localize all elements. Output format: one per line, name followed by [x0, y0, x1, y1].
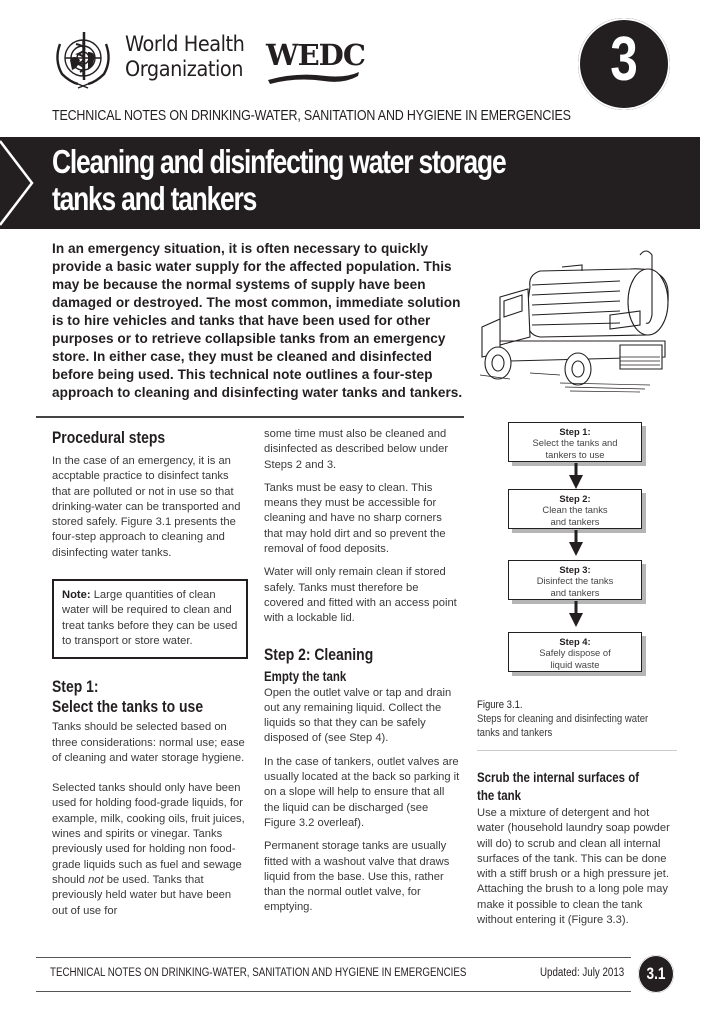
note-label: Note: — [62, 589, 91, 602]
wedc-swoosh-icon — [266, 70, 361, 84]
step-1-paragraph-3: some time must also be cleaned and disinfected as described below under Steps 2 and 3. — [264, 428, 449, 471]
column-1 — [52, 428, 248, 919]
step-1-heading — [52, 677, 248, 717]
flow-step-1-line-2: tankers to use — [545, 448, 605, 460]
step-2-paragraph-1: Open the outlet valve or tap and drain out any remaining liquid. Collect the liquids so that they can be safely disposed of (see Step 4). — [264, 686, 452, 745]
flow-step-2-line-2: and tankers — [550, 515, 600, 527]
note-number-badge — [578, 18, 670, 110]
arrow-down-icon — [569, 463, 583, 489]
scrub-heading-line-2: the tank — [477, 787, 522, 803]
scrub-body: Use a mixture of detergent and hot water (household laundry soap powder will do) to scrub and clean all internal surfaces of the tank. This can be done with a stiff brush or a high pressure jet. Attaching the brush to a long pole may make it possible to clean the tank without entering it (Figure 3.3). — [477, 807, 670, 927]
note-body: Large quantities of clean water will be required to clean and treat tanks before they can be used to transport or store water. — [62, 589, 238, 647]
step-1-paragraph-2-text-end: be used. Tanks that previously held water but have been out of use for — [52, 873, 232, 917]
flow-step-3-line-1: Disinfect the tanks — [536, 575, 614, 587]
note-box — [52, 579, 248, 659]
title-line-2: tanks and tankers — [52, 180, 257, 217]
figure-caption-title: Figure 3.1. — [477, 699, 523, 711]
series-title: TECHNICAL NOTES ON DRINKING-WATER, SANITATION AND HYGIENE IN EMERGENCIES — [52, 108, 571, 124]
step-1-heading-line-2: Select the tanks to use — [52, 697, 204, 717]
step-2-heading: Step 2: Cleaning — [264, 644, 374, 664]
flow-step-1-line-1: Select the tanks and — [532, 437, 618, 449]
step-1-paragraph-2 — [52, 781, 248, 919]
figure-caption — [477, 698, 657, 740]
flow-step-4 — [508, 632, 642, 672]
wedc-wordmark: WEDC — [266, 38, 365, 72]
flow-step-4-line-1: Safely dispose of — [539, 647, 611, 659]
flow-step-4-label: Step 4: — [559, 636, 591, 647]
arrow-down-icon — [569, 530, 583, 556]
step-1-paragraph-4: Tanks must be easy to clean. This means they must be accessible for cleaning and have no sharp corners that may hold dirt and so prevent the removal of food deposits. — [264, 481, 446, 556]
figure-caption-body: Steps for cleaning and disinfecting water tanks and tankers — [477, 713, 649, 739]
intro-divider — [36, 416, 464, 418]
who-emblem-icon — [48, 30, 118, 90]
flow-step-1-label: Step 1: — [559, 426, 591, 437]
step-1-paragraph-5: Water will only remain clean if stored safely. Tanks must therefore be covered and fitted with an access point with a lockable lid. — [264, 566, 457, 625]
figure-divider — [477, 750, 677, 751]
flow-step-2-line-1: Clean the tanks — [542, 504, 608, 516]
title-line-1: Cleaning and disinfecting water storage — [52, 143, 506, 180]
who-line-1: World Health — [125, 32, 245, 56]
step-2-paragraph-2: In the case of tankers, outlet valves are usually located at the back so parking it on a slope will help to ensure that all the liquid can be discharged (see Figure 3.2 overleaf). — [264, 755, 460, 829]
flow-step-3 — [508, 560, 642, 600]
flow-step-2-label: Step 2: — [559, 493, 591, 504]
arrow-down-icon — [569, 601, 583, 627]
flow-step-3-label: Step 3: — [559, 564, 591, 575]
procedural-steps-heading: Procedural steps — [52, 428, 166, 447]
step-2-paragraph-3: Permanent storage tanks are usually fitted with a washout valve that draws liquid from the base. Use this, rather than the normal outlet valve, for emptying. — [264, 840, 450, 914]
flow-step-4-line-2: liquid waste — [550, 658, 600, 670]
footer-divider-bottom — [36, 991, 631, 992]
water-tanker-illustration — [470, 245, 685, 395]
step-1-paragraph-2-emphasis: not — [88, 873, 104, 886]
scrub-heading-line-1: Scrub the internal surfaces of — [477, 769, 640, 785]
chevron-right-icon — [0, 137, 40, 229]
who-line-2: Organization — [125, 57, 244, 81]
footer-divider-top — [36, 957, 631, 958]
footer-updated-date: Updated: July 2013 — [540, 967, 625, 979]
step-1-heading-line-1: Step 1: — [52, 677, 99, 697]
title-band — [0, 137, 700, 229]
flow-step-1 — [508, 422, 642, 462]
wedc-logo — [266, 30, 365, 90]
procedural-steps-body: In the case of an emergency, it is an accptable practice to disinfect tanks that are polluted or not in use so that drinking-water can be transported and stored safely. Figure 3.1 presents the four-step approach to cleaning and disinfecting water tanks. — [52, 455, 241, 559]
page-title — [52, 143, 505, 217]
column-3 — [477, 768, 677, 928]
page-number: 3.1 — [646, 964, 666, 983]
empty-tank-subheading: Empty the tank — [264, 667, 347, 684]
column-2 — [264, 427, 460, 924]
step-1-paragraph-2-text: Selected tanks should only have been used for holding food-grade liquids, for example, milk, cooking oils, fruit juices, wines and spirits or vinegar. Tanks previously used for holding non food-grade liquids such as fuel and sewage should — [52, 782, 245, 886]
flow-step-2 — [508, 489, 642, 529]
footer-series-title: TECHNICAL NOTES ON DRINKING-WATER, SANITATION AND HYGIENE IN EMERGENCIES — [50, 967, 467, 979]
flow-step-3-line-2: and tankers — [550, 586, 600, 598]
page-number-badge — [638, 955, 674, 993]
note-number: 3 — [610, 25, 638, 94]
step-1-paragraph-1: Tanks should be selected based on three considerations: normal use; ease of cleaning and water storage hygiene. — [52, 721, 245, 764]
intro-paragraph: In an emergency situation, it is often necessary to quickly provide a basic water supply for the affected population. This may be because the normal systems of supply have been damaged or destroyed. The most common, immediate solution is to hire vehicles and tanks that have been used for other purposes or to retrieve collapsible tanks from an emergency store. In either case, they must be cleaned and disinfected before being used. This technical note outlines a four-step approach to cleaning and disinfecting water tanks and tankers. — [52, 241, 463, 400]
who-wordmark — [125, 32, 244, 82]
